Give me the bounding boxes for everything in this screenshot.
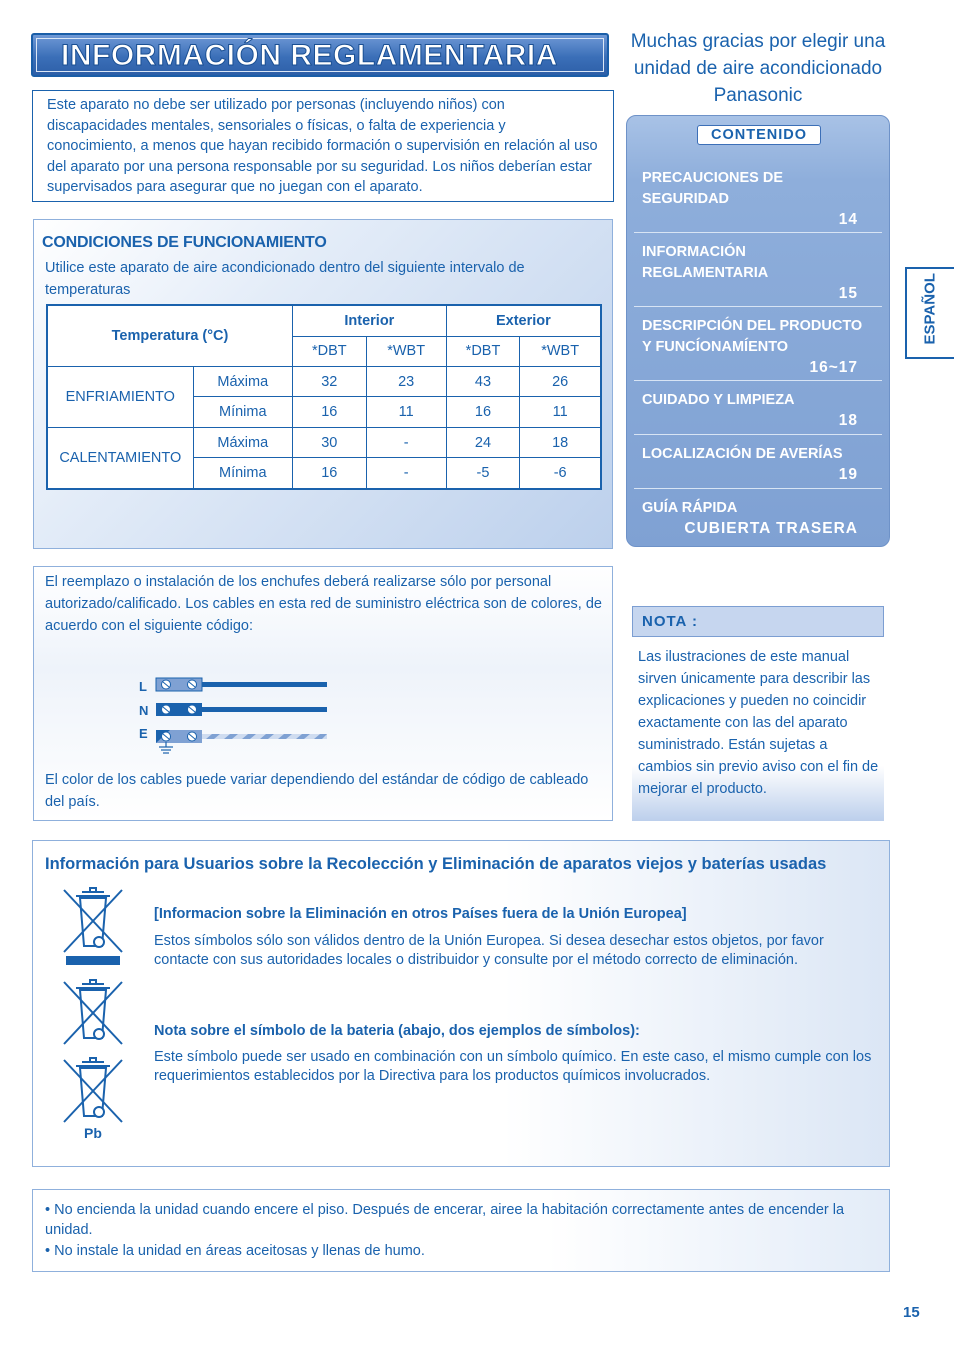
thanks-line: Panasonic [713, 85, 803, 106]
toc-page: 14 [838, 211, 858, 228]
warning-box: Este aparato no debe ser utilizado por personas (incluyendo niños) con discapacidades mentales, sensoriales o físicas, o falta de experiencia y conocimiento, a menos que hayan recibido formación o supervisión en relación al uso del aparato por una persona responsable por su seguridad. Los niños deberían estar supervisados para asegurar que no juegan con el aparato. [32, 90, 614, 202]
value-cell: - [366, 427, 446, 457]
wiring-text: El reemplazo o instalación de los enchufes deberá realizarse sólo por personal autorizado/calificado. Los cables en esta red de suministro eléctrica son de colores, de acuerdo con el siguiente código: [45, 574, 602, 634]
table-row [47, 366, 601, 396]
value-cell: 11 [520, 397, 601, 427]
language-tab-label: ESPAÑOL [921, 273, 939, 345]
wire-label-live: L [139, 679, 147, 694]
toc-divider [634, 380, 882, 381]
value-cell: 16 [446, 397, 520, 427]
conditions-heading: CONDICIONES DE FUNCIONAMIENTO [42, 234, 327, 251]
outdoor-header: Exterior [446, 305, 601, 336]
page-title: INFORMACIÓN REGLAMENTARIA [61, 39, 558, 72]
toc-divider [634, 306, 882, 307]
table-row [47, 427, 601, 457]
value-cell: 23 [366, 366, 446, 396]
value-cell: 18 [520, 427, 601, 457]
temperature-header: Temperatura (°C) [47, 305, 293, 366]
wbt-header: *WBT [366, 336, 446, 366]
toc-item-care[interactable] [642, 390, 874, 432]
toc-divider [634, 434, 882, 435]
toc-divider [634, 232, 882, 233]
toc-label: LOCALIZACIÓN DE AVERÍAS [642, 446, 843, 462]
toc-label: CUIDADO Y LIMPIEZA [642, 392, 795, 408]
limit-cell: Máxima [193, 427, 292, 457]
disposal-text: Estos símbolos sólo son válidos dentro de la Unión Europea. Si desea desechar estos objetos, por favor contacte con sus autoridades locales o distribuidor y consulte por el método correcto de eliminación. [154, 933, 824, 968]
value-cell: -6 [520, 458, 601, 489]
list-item: • No instale la unidad en áreas aceitosas y llenas de humo. [45, 1243, 425, 1259]
toc-item-troubleshooting[interactable] [642, 444, 874, 486]
toc-label: PRECAUCIONES DE [642, 170, 783, 186]
mode-cell: CALENTAMIENTO [47, 427, 193, 489]
crossed-bin-icon [60, 1056, 126, 1124]
value-cell: 24 [446, 427, 520, 457]
table-row [47, 305, 601, 336]
wire-label-earth: E [139, 726, 148, 741]
thanks-line: unidad de aire acondicionado [633, 58, 883, 79]
value-cell: 26 [520, 366, 601, 396]
mode-cell: ENFRIAMIENTO [47, 366, 193, 427]
limit-cell: Mínima [193, 458, 292, 489]
value-cell: 43 [446, 366, 520, 396]
wiring-diagram-icon [150, 672, 340, 754]
limit-cell: Máxima [193, 366, 292, 396]
battery-text: Este símbolo puede ser usado en combinación con un símbolo químico. En este caso, el mismo cumple con los requerimientos establecidos por la Directiva para los productos químicos involucrados. [154, 1049, 872, 1084]
disposal-title: Información para Usuarios sobre la Recolección y Eliminación de aparatos viejos y baterías usadas [45, 855, 827, 873]
disposal-subheading: [Informacion sobre la Eliminación en otros Países fuera de la Unión Europea] [154, 906, 687, 922]
crossed-bin-icon [60, 978, 126, 1046]
toc-label: GUÍA RÁPIDA [642, 500, 738, 516]
thanks-message [622, 28, 894, 109]
value-cell: 30 [293, 427, 367, 457]
wire-label-neutral: N [139, 703, 149, 718]
value-cell: 16 [293, 458, 367, 489]
toc-page: 19 [838, 466, 858, 483]
nota-label: NOTA : [642, 613, 698, 630]
toc-label: SEGURIDAD [642, 191, 730, 207]
wiring-note: El color de los cables puede variar dependiendo del estándar de código de cableado del país. [45, 772, 589, 810]
toc-page: 15 [838, 285, 858, 302]
disposal-panel [32, 840, 890, 1167]
nota-text: Las ilustraciones de este manual sirven únicamente para describir las explicaciones y pueden no coincidir exactamente con las del aparato suministrado. Están sujetas a cambios sin previo aviso con el fin de mejorar el producto. [638, 649, 879, 797]
toc-item-regulatory[interactable] [642, 242, 874, 304]
toc-page: 18 [838, 412, 858, 429]
thanks-line: Muchas gracias por elegir una [630, 31, 886, 52]
toc-page: 16~17 [809, 359, 858, 376]
pb-label: Pb [84, 1125, 102, 1141]
conditions-text: Utilice este aparato de aire acondicionado dentro del siguiente intervalo de temperaturas [45, 260, 525, 298]
list-item: • No encienda la unidad cuando encere el piso. Después de encerar, airee la habitación correctamente antes de encender la unidad. [45, 1202, 845, 1238]
value-cell: 11 [366, 397, 446, 427]
dbt-header: *DBT [446, 336, 520, 366]
crossed-bin-icon [60, 886, 126, 968]
value-cell: 16 [293, 397, 367, 427]
toc-label: Y FUNCÍONAMÍENTO [642, 339, 789, 355]
indoor-header: Interior [293, 305, 447, 336]
wbt-header: *WBT [520, 336, 601, 366]
dbt-header: *DBT [293, 336, 367, 366]
battery-subheading: Nota sobre el símbolo de la bateria (abajo, dos ejemplos de símbolos): [154, 1023, 640, 1039]
value-cell: - [366, 458, 446, 489]
limit-cell: Mínima [193, 397, 292, 427]
title-banner [31, 33, 609, 77]
value-cell: 32 [293, 366, 367, 396]
toc-label: REGLAMENTARIA [642, 265, 769, 281]
toc-item-quick-guide[interactable] [642, 498, 874, 540]
toc-label: DESCRIPCIÓN DEL PRODUCTO [642, 318, 863, 334]
page-number: 15 [903, 1304, 920, 1321]
toc-item-safety[interactable] [642, 168, 874, 230]
value-cell: -5 [446, 458, 520, 489]
contents-label: CONTENIDO [697, 125, 821, 145]
toc-page: CUBIERTA TRASERA [684, 520, 858, 537]
toc-label: INFORMACIÓN [642, 244, 746, 260]
toc-divider [634, 488, 882, 489]
temperature-table [46, 304, 602, 490]
toc-item-product[interactable] [642, 316, 874, 378]
